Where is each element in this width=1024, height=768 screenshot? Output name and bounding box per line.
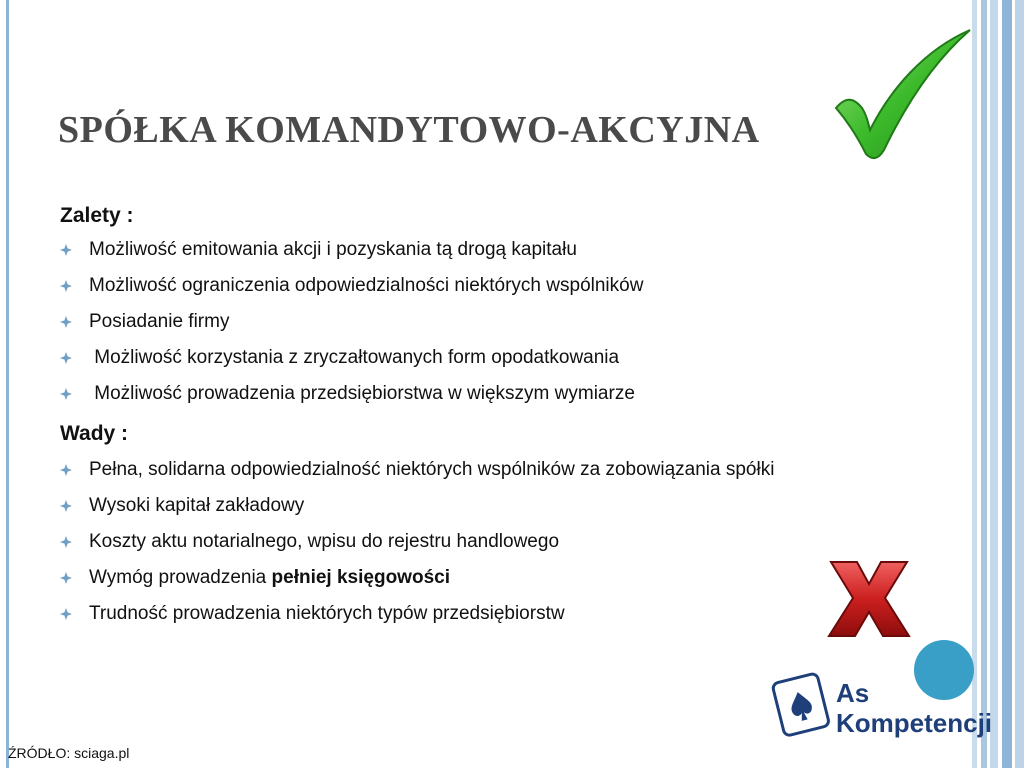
logo-circle: [914, 640, 974, 700]
diamond-bullet-icon: [60, 352, 72, 364]
diamond-bullet-icon: [60, 536, 72, 548]
disadvantage-item-text: Koszty aktu notarialnego, wpisu do rejestru handlowego: [89, 531, 560, 552]
advantage-item-text: Możliwość emitowania akcji i pozyskania tą drogą kapitału: [89, 239, 577, 260]
diamond-bullet-icon: [60, 244, 72, 256]
source-note: ŹRÓDŁO: sciaga.pl: [8, 745, 130, 761]
diamond-bullet-icon: [60, 316, 72, 328]
diamond-bullet-icon: [60, 464, 72, 476]
disadvantage-item-text: Trudność prowadzenia niektórych typów przedsiębiorstw: [89, 603, 565, 624]
logo-text-line2: Kompetencji: [836, 708, 993, 738]
diamond-bullet-icon: [60, 572, 72, 584]
advantage-item-text: Możliwość prowadzenia przedsiębiorstwa w większym wymiarze: [89, 383, 635, 404]
advantage-item-text: Możliwość korzystania z zryczałtowanych form opodatkowania: [89, 347, 620, 368]
disadvantage-item-text-bold: pełniej księgowości: [271, 567, 450, 588]
disadvantage-item-text: Wysoki kapitał zakładowy: [89, 495, 305, 516]
x-mark-icon: [827, 560, 911, 638]
advantages-heading: Zalety :: [60, 204, 134, 227]
logo-text-line1: As: [836, 678, 870, 708]
checkmark-icon: [832, 26, 974, 164]
disadvantage-item-text-prefix: Wymóg prowadzenia: [89, 567, 272, 588]
slide-title: SPÓŁKA KOMANDYTOWO-AKCYJNA: [58, 109, 760, 151]
diamond-bullet-icon: [60, 388, 72, 400]
as-kompetencji-logo: [768, 638, 994, 748]
diamond-bullet-icon: [60, 500, 72, 512]
advantage-item-text: Posiadanie firmy: [89, 311, 230, 332]
left-border-line: [6, 0, 9, 768]
disadvantages-heading: Wady :: [60, 422, 129, 445]
diamond-bullet-icon: [60, 280, 72, 292]
diamond-bullet-icon: [60, 608, 72, 620]
advantage-item-text: Możliwość ograniczenia odpowiedzialności niektórych wspólników: [89, 275, 644, 296]
disadvantage-item-text: Pełna, solidarna odpowiedzialność niektórych wspólników za zobowiązania spółki: [89, 459, 775, 480]
disadvantage-item-text: [89, 566, 450, 590]
